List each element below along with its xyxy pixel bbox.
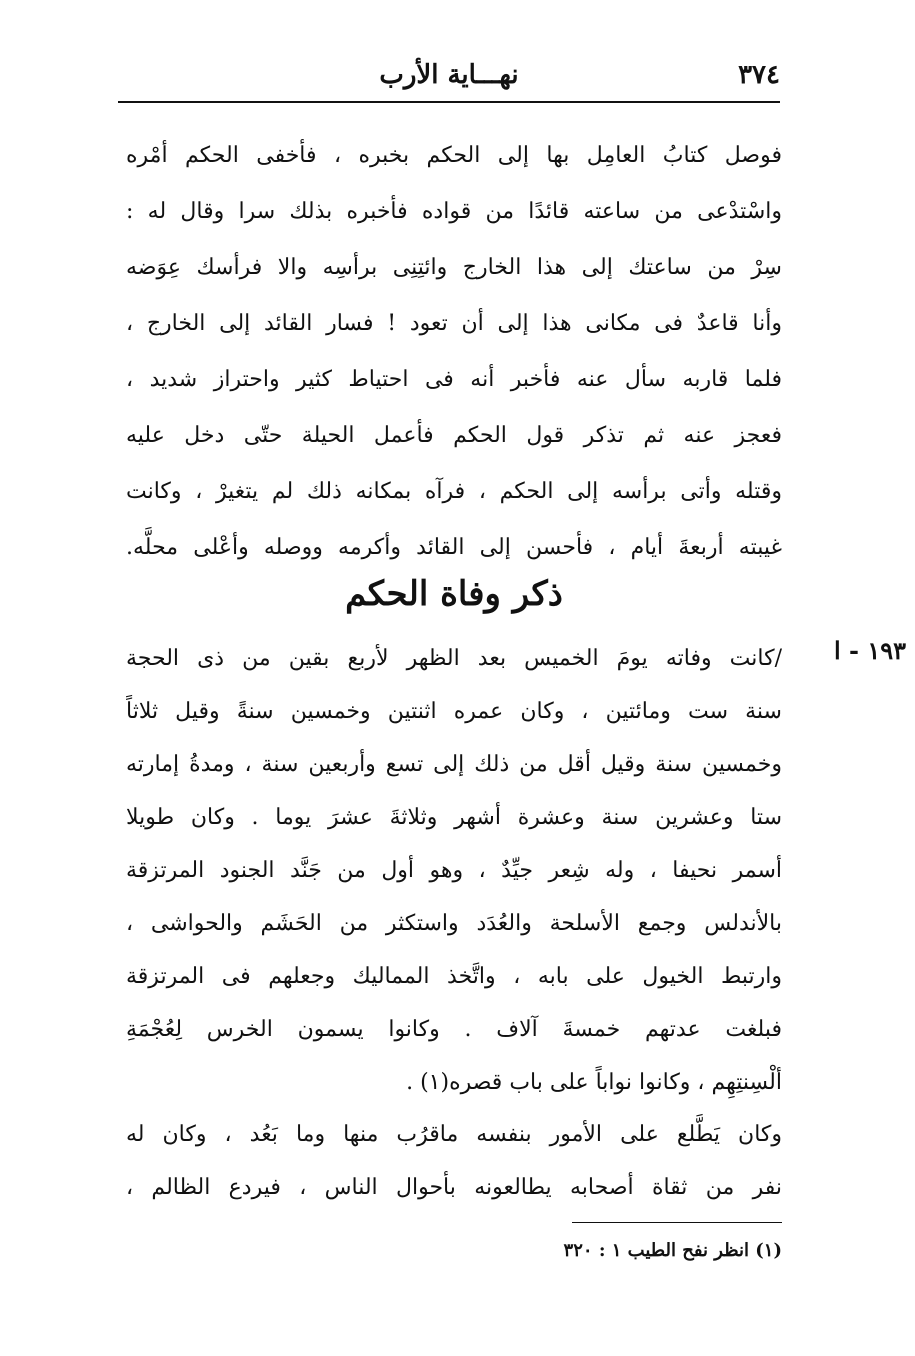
- text-line: ألْسِنتِهِم ، وكانوا نواباً على باب قصره(١) .: [406, 1070, 782, 1095]
- text-line: نفر من ثقاة أصحابه يطالعونه بأحوال الناس ، فيردع الظالم ،: [126, 1175, 782, 1200]
- text-line: وقتله وأتى برأسه إلى الحكم ، فرآه بمكانه ذلك لم يتغيرْ ، وكانت: [126, 479, 782, 504]
- text-line: وكان يَطَّلع على الأمور بنفسه ماقرُب منها وما بَعُد ، وكان له: [126, 1122, 782, 1147]
- paragraph-2: [126, 632, 782, 1112]
- section-heading: ذكر وفاة الحكم: [345, 574, 563, 614]
- footnote: (١) انظر نفح الطيب ١ : ٣٢٠: [563, 1240, 782, 1261]
- text-line: بالأندلس وجمع الأسلحة والعُدَد واستكثر من الحَشَم والحواشى ،: [126, 911, 782, 936]
- text-line: وارتبط الخيول على بابه ، واتَّخذ المماليك وجعلهم فى المرتزقة: [126, 964, 782, 989]
- text-line: أسمر نحيفا ، وله شِعر جيِّدٌ ، وهو أول من جَنَّد الجنود المرتزقة: [126, 858, 782, 883]
- text-line: فلما قاربه سأل عنه فأخبر أنه فى احتياط كثير واحتراز شديد ،: [126, 367, 782, 392]
- paragraph-1: [126, 128, 782, 576]
- text-line: ستا وعشرين سنة وعشرة أشهر وثلاثةَ عشرَ يوما . وكان طويلا: [126, 805, 782, 830]
- running-title: نهـــاية الأرب: [379, 60, 519, 90]
- text-line: سِرْ من ساعتك إلى هذا الخارج وائتِنِى برأسِه والا فرأسك عِوَضه: [126, 255, 782, 280]
- text-line: فوصل كتابُ العامِل بها إلى الحكم بخبره ، فأخفى الحكم أمْره: [126, 143, 782, 168]
- text-line: فبلغت عدتهم خمسةَ آلاف . وكانوا يسمون الخرس لِعُجْمَةِ: [126, 1017, 782, 1042]
- margin-reference: ١٩٣ - ا: [833, 636, 906, 665]
- paragraph-3: [126, 1108, 782, 1214]
- text-line: وخمسين سنة وقيل أقل من ذلك إلى تسع وأربعين سنة ، ومدةُ إمارته: [126, 752, 782, 777]
- text-line: وأنا قاعدٌ فى مكانى هذا إلى أن تعود ! فسار القائد إلى الخارج ،: [126, 311, 782, 336]
- page-header: [118, 56, 780, 102]
- text-line: غيبته أربعةَ أيام ، فأحسن إلى القائد وأكرمه ووصله وأعْلى محلَّه.: [126, 535, 782, 560]
- page-number: ٣٧٤: [738, 60, 780, 90]
- footnote-rule: [572, 1222, 782, 1223]
- text-line: سنة ست ومائتين ، وكان عمره اثنتين وخمسين سنةً وقيل ثلاثاً: [126, 699, 782, 724]
- text-line: واسْتدْعى من ساعته قائدًا من قواده فأخبره بذلك سرا وقال له :: [126, 199, 782, 224]
- header-rule: [118, 101, 780, 103]
- text-line: /كانت وفاته يومَ الخميس بعد الظهر لأربع بقين من ذى الحجة: [126, 646, 782, 671]
- text-line: فعجز عنه ثم تذكر قول الحكم فأعمل الحيلة حتّى دخل عليه: [126, 423, 782, 448]
